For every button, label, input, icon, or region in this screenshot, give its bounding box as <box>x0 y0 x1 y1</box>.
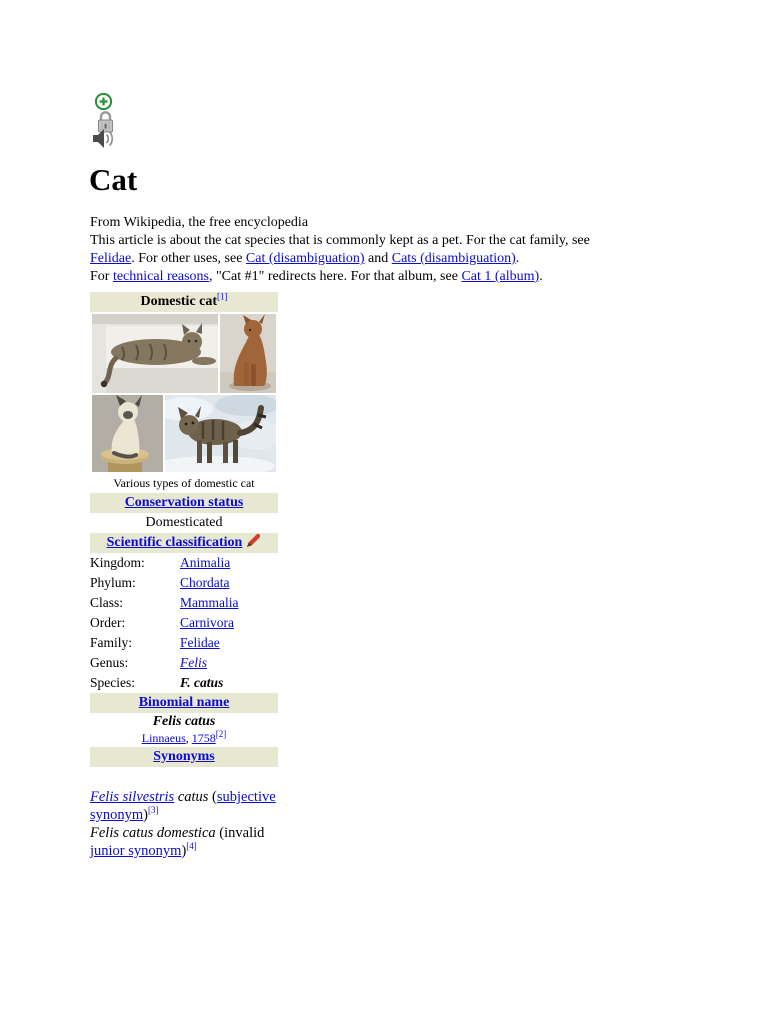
link-cat-1-album[interactable]: Cat 1 (album) <box>461 269 540 284</box>
taxonomy-row-family <box>90 633 278 653</box>
photo-row-bottom <box>90 395 278 472</box>
photo-tabby-snow <box>165 395 276 472</box>
ref-2-link[interactable]: [2] <box>215 729 227 739</box>
text-segment: For <box>90 269 113 284</box>
link-animalia[interactable]: Animalia <box>180 555 231 570</box>
link-cats-disambiguation[interactable]: Cats (disambiguation) <box>391 251 516 266</box>
text-segment: . For other uses, see <box>131 251 246 266</box>
link-junior-synonym[interactable]: junior synonym <box>90 843 182 859</box>
synonym-name: Felis catus domestica <box>90 825 216 841</box>
link-felidae-family[interactable]: Felidae <box>180 635 220 650</box>
link-felidae[interactable]: Felidae <box>90 251 132 266</box>
link-subjective-synonym[interactable]: subjective <box>216 789 276 805</box>
taxonomy-rank: Class: <box>90 595 124 610</box>
binomial-name-bar <box>90 693 278 713</box>
ref-3-link[interactable]: [3] <box>148 805 159 816</box>
taxonomy-row-genus <box>90 653 278 673</box>
text-segment: , <box>185 731 192 745</box>
ref-4-link[interactable]: [4] <box>186 841 197 852</box>
taxonomy-row-class <box>90 593 278 613</box>
synonyms-list <box>90 788 276 860</box>
text-segment: catus <box>174 789 209 805</box>
synonym-2-line-1 <box>90 824 276 842</box>
link-chordata[interactable]: Chordata <box>180 575 230 590</box>
taxonomy-row-species <box>90 673 278 693</box>
species-value: F. catus <box>180 675 224 690</box>
taxonomy-row-phylum <box>90 573 278 593</box>
text-segment: ( <box>208 789 217 805</box>
binomial-authority <box>90 731 278 747</box>
scientific-classification-link[interactable]: Scientific classification <box>106 535 243 550</box>
page-title: Cat <box>89 162 138 197</box>
photo-abyssinian-sitting <box>220 314 276 393</box>
photo-siamese-pedestal <box>92 395 163 472</box>
intro-block <box>90 214 590 286</box>
taxonomy-rank: Family: <box>90 635 133 650</box>
text-segment: , "Cat #1" redirects here. For that album, see <box>208 269 462 284</box>
link-1758[interactable]: 1758 <box>191 731 216 745</box>
hatnote-line-1 <box>90 232 590 250</box>
text-segment: This article is about the cat species that is commonly kept as a pet. For the cat family, see <box>90 233 590 248</box>
binomial-name-link[interactable]: Binomial name <box>138 695 230 710</box>
infobox-title-bar <box>90 292 278 312</box>
page-status-icons <box>88 90 122 156</box>
conservation-value: Domesticated <box>145 515 223 530</box>
taxonomy-rank: Phylum: <box>90 575 136 590</box>
synonyms-link[interactable]: Synonyms <box>153 749 215 764</box>
text-segment: . <box>515 251 520 266</box>
ref-1-link[interactable]: [1] <box>217 291 228 302</box>
link-felis[interactable]: Felis <box>180 655 207 670</box>
text-segment: ) <box>181 843 187 859</box>
taxonomy-rank: Species: <box>90 675 135 690</box>
photo-row-top <box>90 314 278 393</box>
taxonomy-row-order <box>90 613 278 633</box>
conservation-status-bar <box>90 493 278 513</box>
hatnote-line-2 <box>90 250 590 268</box>
text-segment: (invalid <box>215 825 265 841</box>
link-cat-disambiguation[interactable]: Cat (disambiguation) <box>245 251 365 266</box>
taxonomy-row-kingdom <box>90 553 278 573</box>
link-subjective-synonym-cont[interactable]: synonym <box>90 807 144 823</box>
link-linnaeus[interactable]: Linnaeus <box>141 731 186 745</box>
synonyms-bar <box>90 747 278 767</box>
zoom-in-icon[interactable] <box>94 92 113 111</box>
photo-tabby-lying <box>92 314 218 393</box>
link-felis-silvestris[interactable]: Felis silvestris <box>90 789 175 805</box>
synonym-1-line-2 <box>90 806 276 824</box>
taxonomy-rank: Kingdom: <box>90 555 145 570</box>
text-segment: and <box>364 251 392 266</box>
taxonomy-rank: Genus: <box>90 655 129 670</box>
photo-caption: Various types of domestic cat <box>113 476 255 490</box>
edit-pencil-icon[interactable] <box>246 533 261 548</box>
taxonomy-rank: Order: <box>90 615 126 630</box>
taxobox <box>90 292 278 767</box>
hatnote-line-3 <box>90 268 590 286</box>
subtitle: From Wikipedia, the free encyclopedia <box>90 215 309 230</box>
link-carnivora[interactable]: Carnivora <box>180 615 234 630</box>
photo-grid <box>90 312 278 474</box>
conservation-status-link[interactable]: Conservation status <box>124 495 244 510</box>
text-segment: ) <box>143 807 149 823</box>
link-mammalia[interactable]: Mammalia <box>180 595 239 610</box>
synonym-2-line-2 <box>90 842 276 860</box>
taxonomy-table <box>90 553 278 693</box>
audio-icon[interactable] <box>91 126 116 151</box>
binomial-name: Felis catus <box>152 714 216 729</box>
text-segment: . <box>539 269 543 284</box>
synonym-1-line-1 <box>90 788 276 806</box>
scientific-classification-bar <box>90 533 278 553</box>
link-technical-reasons[interactable]: technical reasons <box>112 269 209 284</box>
infobox-title: Domestic cat <box>140 294 218 309</box>
